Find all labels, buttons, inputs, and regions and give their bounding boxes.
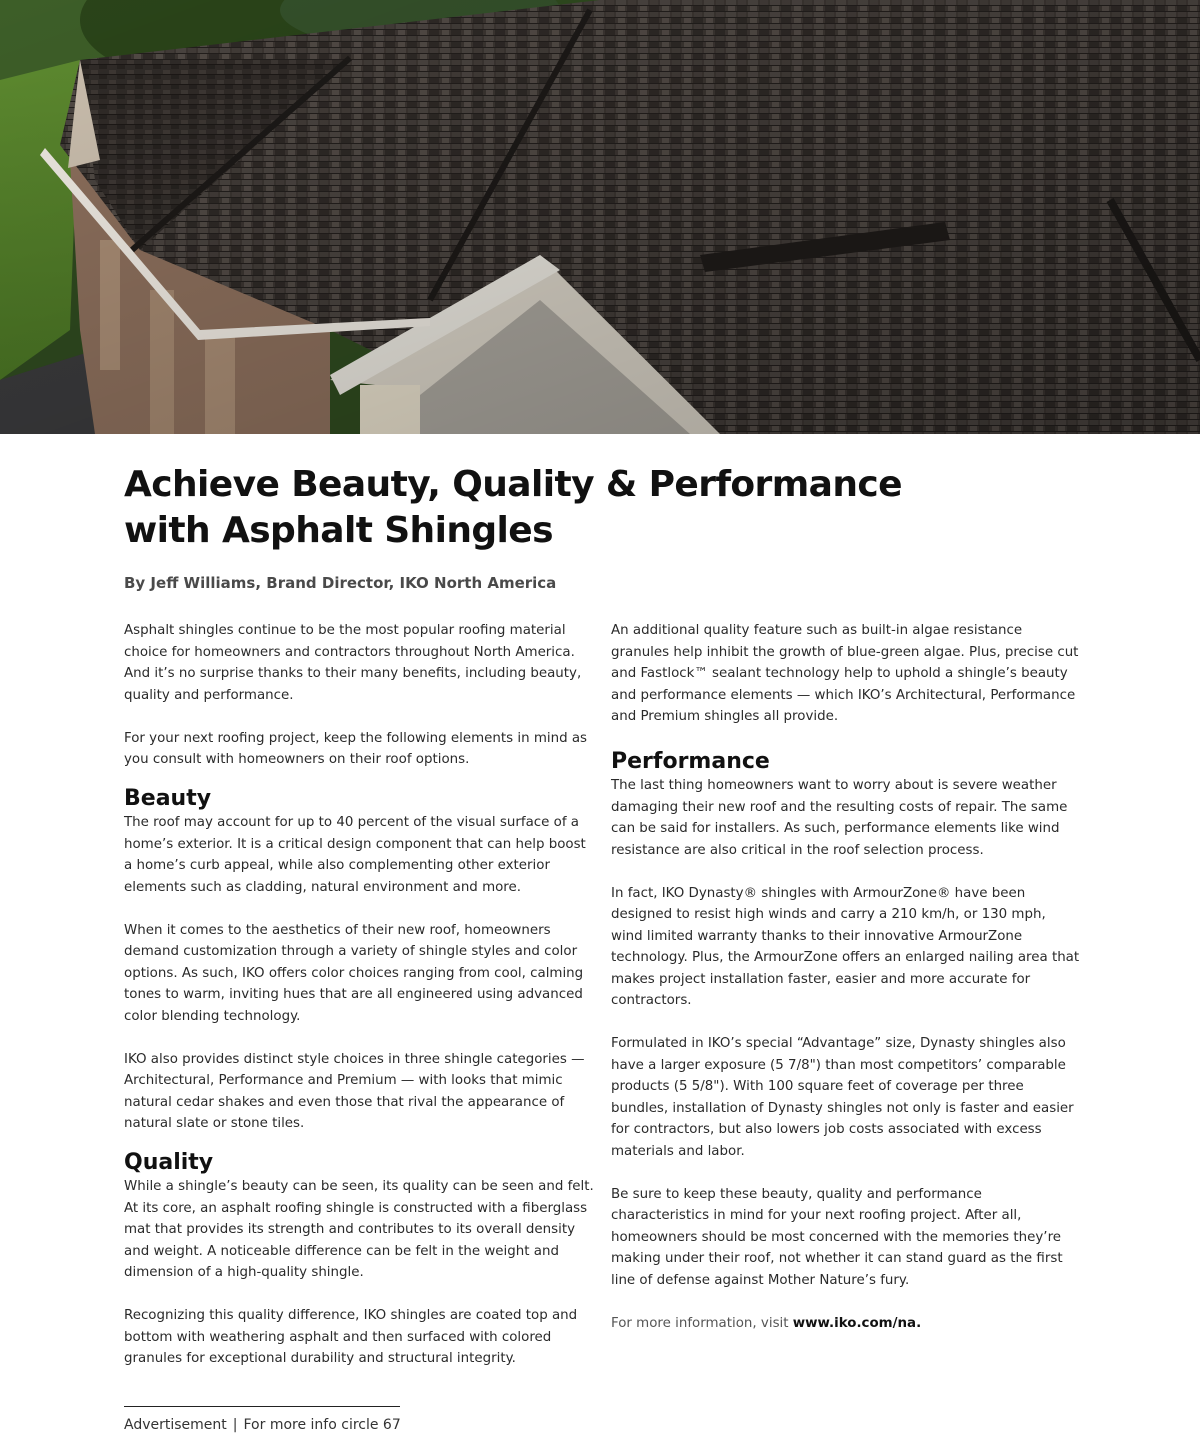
- performance-paragraph-2: In fact, IKO Dynasty® shingles with ArmourZone® have been designed to resist high winds and carry a 210 km/h, or 130 mph, wind limited warranty thanks to their innovative ArmourZone technology. Plus, the ArmourZone offers an enlarged nailing area that makes project installation faster, easier and more accurate for contractors.: [611, 885, 1080, 1008]
- quality-paragraph-1: While a shingle’s beauty can be seen, its quality can be seen and felt. At its core, an asphalt roofing shingle is constructed with a fiberglass mat that provides its strength and contributes to its overall density and weight. A noticeable difference can be felt in the weight and dimension of a high-quality shingle.: [124, 1179, 594, 1280]
- page-footer: [124, 1415, 401, 1435]
- article-byline: By Jeff Williams, Brand Director, IKO North America: [124, 574, 557, 592]
- article-title-line-1: Achieve Beauty, Quality & Performance: [124, 464, 902, 505]
- article-title: [124, 462, 1024, 554]
- performance-paragraph-1: The last thing homeowners want to worry about is severe weather damaging their new roof and the resulting costs of repair. The same can be said for installers. As such, performance elements like wind resistance are also critical in the roof selection process.: [611, 778, 1068, 858]
- performance-paragraph-3: Formulated in IKO’s special “Advantage” size, Dynasty shingles also have a larger exposure (5 7/8") than most competitors’ comparable products (5 5/8"). With 100 square feet of coverage per three bundles, installation of Dynasty shingles not only is faster and easier for contractors, but also lowers job costs associated with excess materials and labor.: [611, 1036, 1074, 1159]
- intro-paragraph-1: Asphalt shingles continue to be the most popular roofing material choice for homeowners and contractors throughout North America. And it’s no surprise thanks to their many benefits, including beauty, quality and performance.: [124, 623, 582, 703]
- performance-paragraph-4: Be sure to keep these beauty, quality and performance characteristics in mind for your next roofing project. After all, homeowners should be most concerned with the memories they’re making under their roof, not whether it can stand guard as the first line of defense against Mother Nature’s fury.: [611, 1186, 1063, 1288]
- left-column: [124, 620, 594, 1391]
- right-column: [611, 620, 1081, 1356]
- footer-separator: |: [232, 1417, 238, 1433]
- quality-continued-paragraph: An additional quality feature such as built-in algae resistance granules help inhibit the growth of blue-green algae. Plus, precise cut and Fastlock™ sealant technology help to uphold a shingle’s beauty and performance elements — which IKO’s Architectural, Performance and Premium shingles all provide.: [611, 623, 1079, 724]
- roof-photo-illustration: [0, 0, 1200, 434]
- more-info-text: For more information, visit: [611, 1315, 793, 1331]
- beauty-paragraph-2: When it comes to the aesthetics of their new roof, homeowners demand customization through a variety of shingle styles and color options. As such, IKO offers color choices ranging from cool, calming tones to warm, inviting hues that are all engineered using advanced color blending technology.: [124, 922, 584, 1024]
- footer-advertisement-label: Advertisement: [124, 1417, 227, 1433]
- more-info-line: [611, 1313, 1081, 1335]
- article-title-line-2: with Asphalt Shingles: [124, 510, 553, 551]
- hero-photo: [0, 0, 1200, 434]
- footer-divider: [124, 1406, 400, 1407]
- section-heading-performance: Performance: [611, 749, 770, 774]
- beauty-paragraph-3: IKO also provides distinct style choices in three shingle categories — Architectural, Performance and Premium — with looks that mimic natural cedar shakes and even those that rival the appearance of natural slate or stone tiles.: [124, 1051, 585, 1131]
- quality-paragraph-2: Recognizing this quality difference, IKO shingles are coated top and bottom with weathering asphalt and then surfaced with colored granules for exceptional durability and structural integrity.: [124, 1308, 578, 1366]
- beauty-paragraph-1: The roof may account for up to 40 percent of the visual surface of a home’s exterior. It is a critical design component that can help boost a home’s curb appeal, while also complementing other exterior elements such as cladding, natural environment and more.: [124, 815, 586, 895]
- section-heading-quality: Quality: [124, 1150, 214, 1175]
- more-info-link[interactable]: www.iko.com/na.: [792, 1315, 922, 1331]
- section-heading-beauty: Beauty: [124, 786, 212, 811]
- intro-paragraph-2: For your next roofing project, keep the following elements in mind as you consult with homeowners on their roof options.: [124, 730, 588, 767]
- footer-info-circle: For more info circle 67: [243, 1417, 401, 1433]
